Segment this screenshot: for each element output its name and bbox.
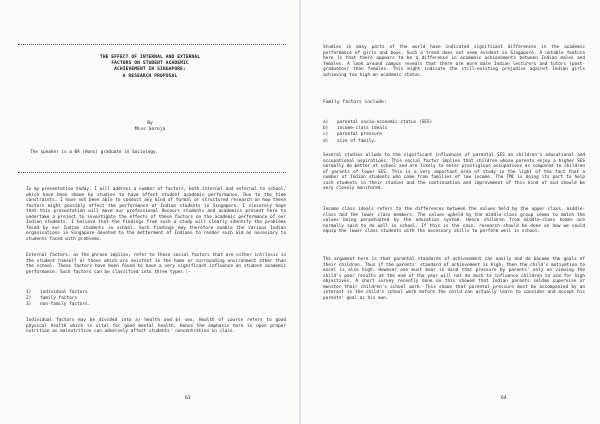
left-page — [0, 0, 299, 424]
page-number: 64 — [501, 396, 507, 401]
by-label: By — [147, 121, 153, 126]
intro-paragraph: In my presentation today, I will address a number of factors, both internal and external to school, which have been shown by studies to have affect student academic performance. Due to the time constraints, I have not been able to conduct any kind of formal or structured research on how these factors might possibly affect the performance of Indian students in Singapore. I sincerely hope that this presentation will move our professional Hocours students and academics present here to undertake a project to investigate the effects of these factors on the academic performance of our Indian students. I believe that the findings from such a study will clearly identify the problems faced by our Indian students in school. Such findings may therefore enable the various Indian organisations in Singapore devoted to the betterment of Indians to render such aid as necessary to students faced with problems. — [26, 187, 289, 242]
right-page — [301, 0, 600, 424]
title-line: FACTORS ON STUDENT ACADEMIC — [111, 61, 189, 67]
list-marker: a) — [323, 120, 329, 125]
list-marker: 3) — [26, 302, 32, 308]
factor-types-list — [26, 290, 90, 309]
title-line: THE EFFECT OF INTERNAL AND EXTERNAL — [99, 55, 201, 60]
title-line: A RESEARCH PROPOSAL — [122, 73, 178, 79]
list-item-text: individual factors — [40, 290, 88, 295]
list-item — [26, 302, 90, 308]
list-item-text: income-class ideals — [337, 126, 388, 132]
family-factors-list — [323, 120, 432, 145]
list-marker: c) — [323, 132, 329, 138]
sex-differences-paragraph: Studies in many parts of the world have indicated significant differences in the academic performance of girls and boys. Such a trend does not seem evident in Singapore. A notable feature here is that there appears to be a difference in academic achievements between Indian males and females. A look around campus reveals that there are more male Indian lecturers and tutors (post-graduates) than females. This might indicate the still-existing prejudice against Indian girls achieving too high an academic status. — [323, 45, 588, 78]
list-item-text: family factors — [40, 296, 78, 302]
external-factors-paragraph: External factors, as the phrase implies, refer to those social factors that are either intrinsic in the student himself or those which are existent in the home or surrounding environment other than the school. These factors have been found to have a very significant influence on student academic performance. Such factors can be classified into three types :- — [26, 253, 289, 275]
paper-title — [60, 55, 240, 80]
page-number: 63 — [185, 396, 191, 401]
list-marker: d) — [323, 138, 329, 144]
author-name: Miss Saroja — [134, 127, 166, 132]
list-item-text: parental pressure — [337, 132, 382, 138]
parental-pressure-paragraph: The argument here is that parental standards of achievement can easily and do become the goals of their children. Thus if the parents' standard of achievement is high, then the child's motivation to excel is also high. However one must bear in mind that pressure by parents' only on viewing the child's poor results at the end of the year will not do much to influence children to aim for high objectives. A short survey recently done on this showed that Indian parents seldom supervise or monitor their children's school work. This shows that parental pressure must be accompanied by an interest in the child's school work before the child can actually learn to consider and accept his parents' goal as his own. — [323, 257, 588, 301]
list-item-text: non-family factors. — [40, 302, 91, 308]
list-marker: 1) — [26, 290, 32, 295]
title-line: ACHIEVEMENT IN SINGAPORE: — [114, 67, 186, 73]
family-factors-heading: Family factors include: — [323, 100, 387, 105]
individual-factors-paragraph: Individual factors may be divided into a) health and b) sex. Health of course refers to good physical health which is vital for good mental health. Hence the emphasis here is upon proper nutrition as malnutrition can adversely affect students' concentration in class. — [26, 318, 289, 335]
list-item-text: parental socio-economic status (SES) — [337, 120, 433, 125]
byline — [60, 121, 240, 133]
list-item — [323, 139, 432, 145]
speaker-note: The speaker is a BA (Hons) graduate in Sociology. — [30, 150, 159, 155]
ses-paragraph: Several studies allude to the significant influences of parental SES on children's educational and occupational aspirations. This social factor implies that children whose parents enjoy a higher SES normally do better at school and are likely to enter prestigious occupations as compared to children of parents of lower SES. This is a very important area of study in the light of the fact that a number of Indian students who come from families of low income. The TMC is doing its part to help such students in their studies and the continuation and improvement of this kind of aid should be very closely monitored. — [323, 153, 588, 192]
middle-rule — [18, 172, 286, 173]
list-marker: b) — [323, 126, 329, 132]
top-rule — [18, 44, 286, 45]
income-class-paragraph: Income class ideals refers to the differences between the values held by the upper class, middle-class and the lower class members. The values upheld by the middle-class group seems to match the values being perpetuated by the education system. Hence children from middle-class homes are normally said to do well in school. If this is the case, research should be done on how we could equip the lower class students with the necessary skills to perform well in school. — [323, 207, 588, 235]
list-item-text: size of family. — [337, 138, 377, 144]
list-marker: 2) — [26, 296, 32, 302]
